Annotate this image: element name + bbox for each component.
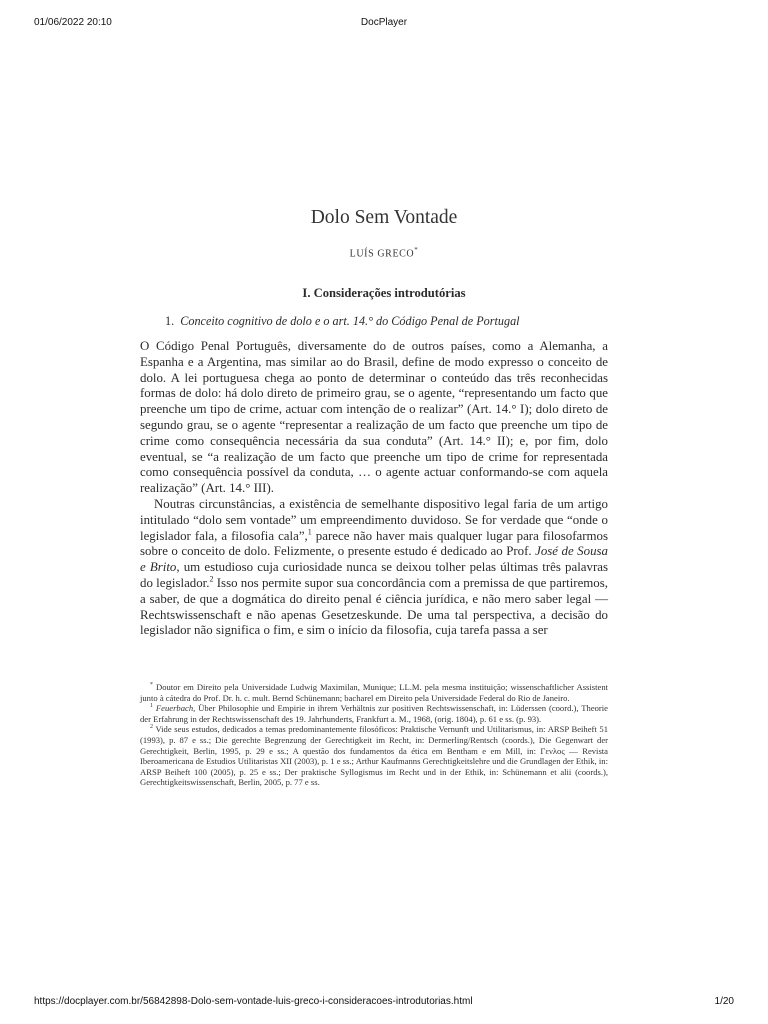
paragraph-2-part-a: Noutras circunstâncias, a existência de semelhante dispositivo legal faria de um artigo intitulado “dolo sem vontade” um empreendimento duvidoso. Se for verdade que “onde o legislador fala, a filosofia cala”,	[140, 496, 608, 543]
footnote-1-mark: 1	[150, 703, 153, 710]
footnote-1-text: , Über Philosophie und Empirie in ihrem Verhältnis zur positiven Rechtswissenschaft, in: Lüderssen (coord.), Theorie der Erfahrung in der Rechtswissenschaft des 19. Jahrhunderts, Frankfurt a. M., 1968, (orig. 1804), p. 61 e ss. (p. 93).	[140, 703, 608, 724]
footnote-2-text: Vide seus estudos, dedicados a temas predominantemente filosóficos: Praktische Vernunft und Utilitarismus, in: ARSP Beiheft 51 (1993), p. 87 e ss.; Die gerechte Begrenzung der Gerechtigkeit im Recht, in: Dermerling/Rentsch (coords.), Die Gegenwart der Gerechtigkeit, Berlin, 1995, p. 29 e ss.; A questão dos fundamentos da ética em Bentham e em Mill, in: Γενλος — Revista Iberoamericana de Estudios Utilitaristas XII (2003), p. 1 e ss.; Arthur Kaufmanns Gerechtigkeitslehre und die Grundlagen der Ethik, in: ARSP Beiheft 100 (2005), p. 25 e ss.; Der praktische Syllogismus im Recht und in der Ethik, in: Schünemann et alii (coords.), Gerechtigkeitswissenschaft, Berlin, 2005, p. 77 e ss.	[140, 724, 608, 788]
author-line	[0, 246, 768, 259]
paragraph-2-part-c: , um estudioso cuja curiosidade nunca se deixou tolher pelas últimas três palavras do legislador.	[140, 560, 608, 590]
section-heading: I. Considerações introdutórias	[302, 286, 466, 300]
subsection-heading	[165, 314, 605, 329]
footnote-1-author: Feuerbach	[155, 703, 194, 714]
footnote-ref-1: 1	[307, 527, 312, 537]
footnote-star-text: Doutor em Direito pela Universidade Ludwig Maximilan, Munique; LL.M. pela mesma instituição; wissenschaftlicher Assistent junto à cátedra do Prof. Dr. h. c. mult. Bernd Schünemann; bacharel em Direito pela Universidade Federal do Rio de Janeiro.	[140, 682, 608, 703]
subsection-number: 1.	[165, 314, 175, 328]
paragraph-2	[140, 497, 608, 639]
document-title: Dolo Sem Vontade	[310, 207, 458, 228]
print-page-counter: 1/20	[714, 996, 734, 1007]
author-footnote-mark: *	[414, 246, 419, 254]
print-site-title: DocPlayer	[360, 17, 408, 28]
footnotes	[140, 682, 608, 788]
subsection-title: Conceito cognitivo de dolo e o art. 14.° do Código Penal de Portugal	[180, 314, 520, 328]
footnote-2	[140, 724, 608, 788]
footnote-star	[140, 682, 608, 703]
author-name: LUÍS GRECO	[349, 248, 415, 260]
print-datetime: 01/06/2022 20:10	[34, 17, 112, 28]
body-text	[140, 339, 608, 639]
paragraph-2-part-d: Isso nos permite supor sua concordância com a premissa de que partiremos, a saber, de que a dogmática do direito penal é ciência jurídica, e não mero saber legal — Rechtswissenschaft e não apenas Gesetzeskunde. De uma tal perspectiva, a decisão do legislador não significa o fim, e sim o início da filosofia, cuja tarefa passa a ser	[140, 575, 608, 638]
footnote-ref-2: 2	[209, 574, 214, 584]
honoree-name: José de Sousa e Brito	[140, 544, 608, 575]
footnote-1	[140, 703, 608, 724]
print-url: https://docplayer.com.br/56842898-Dolo-sem-vontade-luis-greco-i-consideracoes-introdutorias.html	[34, 996, 473, 1007]
footnote-2-mark: 2	[150, 724, 153, 731]
paragraph-2-part-b: parece não haver mais qualquer lugar para filosofarmos sobre o conceito de dolo. Felizmente, o presente estudo é dedicado ao Prof.	[140, 528, 608, 559]
footnote-star-mark: *	[150, 682, 153, 689]
paragraph-1: O Código Penal Português, diversamente do de outros países, como a Alemanha, a Espanha e a Argentina, mas similar ao do Brasil, define de modo expresso o conceito de dolo. A lei portuguesa chega ao ponto de determinar o conteúdo das três reconhecidas formas de dolo: há dolo direto de primeiro grau, se o agente, “representando um facto que preenche um tipo de crime, actuar com intenção de o realizar” (Art. 14.° I); dolo direto de segundo grau, se o agente “representar a realização de um facto que preenche um tipo de crime como consequência necessária da sua conduta” (Art. 14.° II); e, por fim, dolo eventual, se “a realização de um facto que preenche um tipo de crime for representada como consequência possível da conduta, … o agente actuar conformando-se com aquela realização” (Art. 14.° III).	[140, 339, 608, 496]
